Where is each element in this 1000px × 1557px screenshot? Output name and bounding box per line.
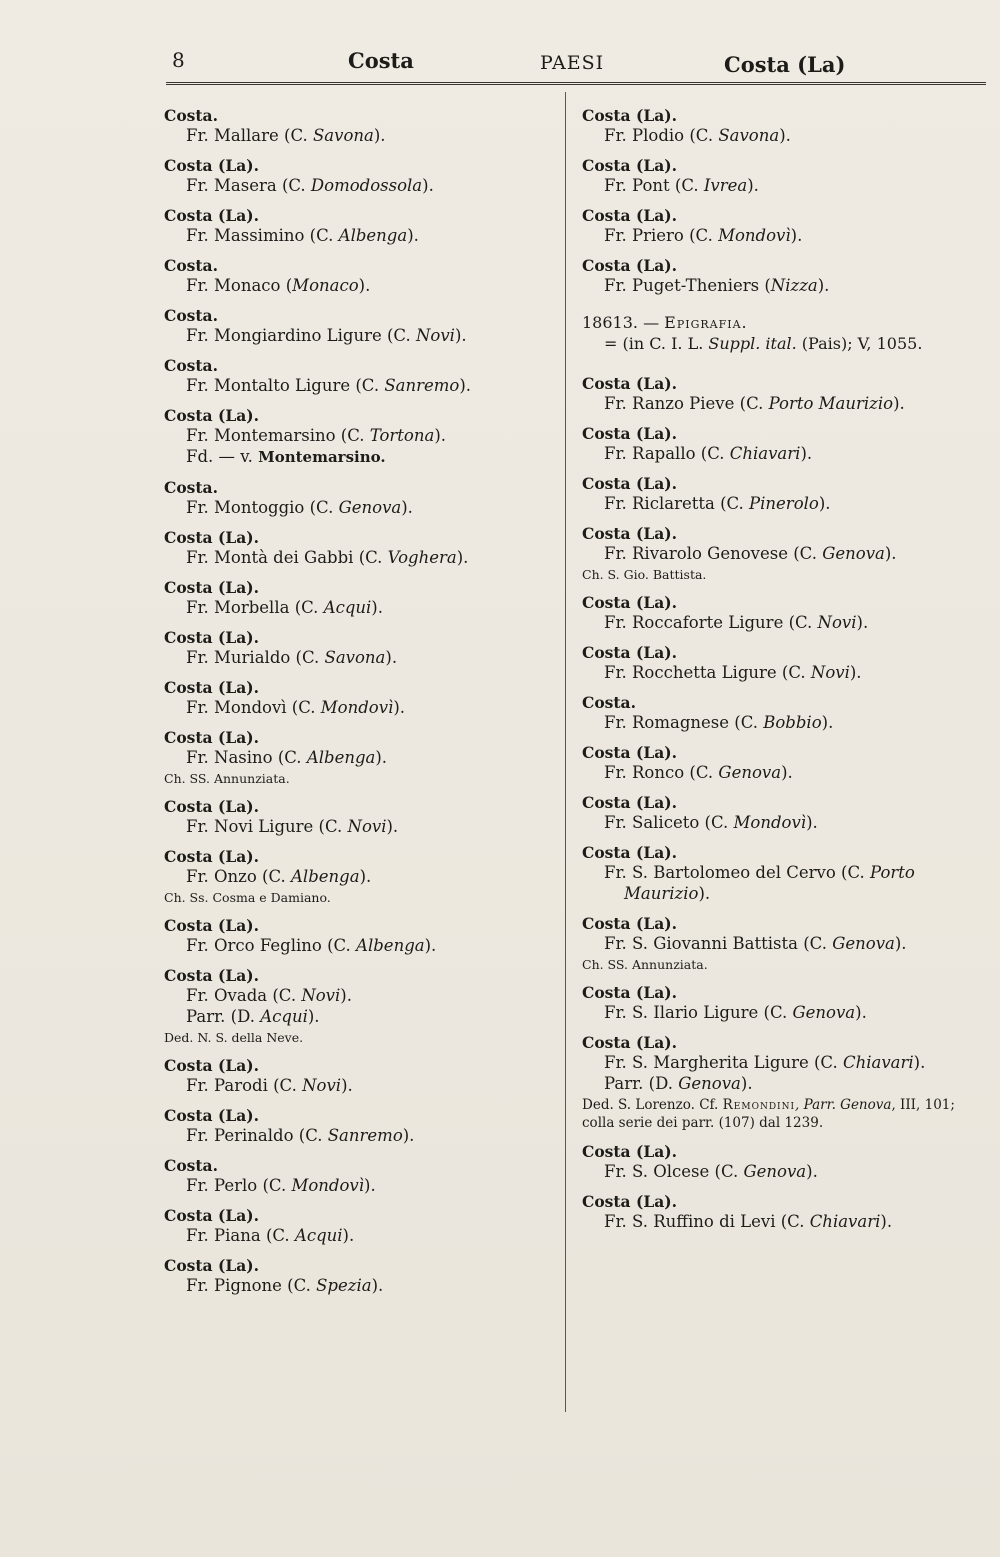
entry-note: Ch. Ss. Cosma e Damiano. <box>164 890 331 905</box>
entry-line <box>164 747 556 768</box>
entry-heading: Costa. <box>164 256 219 275</box>
line-text-end: ). <box>307 1007 320 1026</box>
line-text-end: ). <box>747 176 759 195</box>
entry-heading: Costa (La). <box>164 678 260 697</box>
entry-line <box>582 812 984 833</box>
line-text-end: ). <box>359 867 372 886</box>
entry-line <box>582 933 984 954</box>
line-text-end: ). <box>817 276 830 295</box>
line-text: Fr. S. Giovanni Battista (C. <box>604 934 833 953</box>
entry <box>582 914 984 973</box>
line-text: Fr. Massimino (C. <box>186 226 339 245</box>
line-text-end: ). <box>371 1276 384 1295</box>
entry <box>164 406 556 468</box>
entry-line <box>582 662 984 683</box>
line-text-end: ). <box>385 648 398 667</box>
entry <box>582 1192 984 1232</box>
place-name: Mondovì <box>718 226 791 245</box>
entry <box>582 256 984 296</box>
line-text-end: ). <box>821 713 834 732</box>
line-text: Fr. Ranzo Pieve (C. <box>604 394 769 413</box>
line-text: Fr. Riclaretta (C. <box>604 494 750 513</box>
line-text-end: ). <box>894 934 907 953</box>
right-running-head: Costa (La) <box>724 52 846 77</box>
entry-line <box>582 1211 984 1232</box>
entry-heading: Costa. <box>164 306 219 325</box>
entry <box>164 206 556 246</box>
entry <box>582 206 984 246</box>
line-text-end: ). <box>373 126 386 145</box>
line-text-end: ). <box>402 1126 415 1145</box>
line-text: Fr. Ovada (C. <box>186 986 302 1005</box>
entry <box>164 678 556 718</box>
place-name: Savona <box>324 648 386 667</box>
entry-heading: Costa (La). <box>582 1142 678 1161</box>
place-name: Genova <box>678 1074 741 1093</box>
line-text: Fr. Masera (C. <box>186 176 311 195</box>
line-text-end: ). <box>342 1226 355 1245</box>
line-text: Fr. Parodi (C. <box>186 1076 303 1095</box>
note-author: Remondini <box>722 1097 796 1113</box>
entry-heading: Costa (La). <box>582 914 678 933</box>
line-text-end: ). <box>781 763 793 782</box>
entry-heading: Costa (La). <box>582 793 678 812</box>
line-text: Fr. Montemarsino (C. <box>186 426 370 445</box>
line-text-end: ). <box>893 394 905 413</box>
entry-heading: Costa (La). <box>164 1056 260 1075</box>
entry-line <box>164 935 556 956</box>
header-rule <box>166 82 986 85</box>
entry-note: Ch. S. Gio. Battista. <box>582 567 707 582</box>
line-text-end: ). <box>375 748 388 767</box>
line-text-end: ). <box>884 544 897 563</box>
line-text: Fr. Pignone (C. <box>186 1276 317 1295</box>
entry-heading: Costa. <box>164 356 219 375</box>
line-text-end: ). <box>340 986 352 1005</box>
entry <box>582 156 984 196</box>
entry-line <box>164 225 556 246</box>
entry-heading: Costa (La). <box>164 966 260 985</box>
line-text-end: ). <box>740 1074 753 1093</box>
place-name: Chiavari <box>842 1053 914 1072</box>
line-text: Fr. S. Margherita Ligure (C. <box>604 1053 843 1072</box>
line-text: Fr. Montalto Ligure (C. <box>186 376 385 395</box>
note-text: Ded. S. Lorenzo. Cf. <box>582 1097 723 1113</box>
entry <box>582 106 984 146</box>
line-text-end: ). <box>459 376 471 395</box>
note-work: , Parr. Genova <box>795 1097 892 1113</box>
entry <box>582 1033 984 1132</box>
entry <box>164 256 556 296</box>
entry <box>582 983 984 1023</box>
entry-line <box>582 175 984 196</box>
entry <box>164 1056 556 1096</box>
entry-heading: Costa (La). <box>164 1206 260 1225</box>
place-name: Albenga <box>338 226 408 245</box>
line-text: Fr. Montoggio (C. <box>186 498 339 517</box>
entry-line <box>164 1275 556 1296</box>
entry <box>582 424 984 464</box>
entry-line <box>582 1073 984 1094</box>
line-text-end: ). <box>806 813 818 832</box>
entry-heading: Costa. <box>582 693 637 712</box>
entry-heading: Costa. <box>164 106 219 125</box>
entry-note: Ch. SS. Annunziata. <box>582 957 708 972</box>
line-text: Fr. Mondovì (C. <box>186 698 321 717</box>
entry-heading: Costa (La). <box>582 206 678 225</box>
line-text: Fr. Saliceto (C. <box>604 813 734 832</box>
line-text: Fr. Perlo (C. <box>186 1176 292 1195</box>
entry-line <box>582 1161 984 1182</box>
line-text: Parr. (D. <box>186 1007 261 1026</box>
entry-line <box>164 425 556 446</box>
place-name: Albenga <box>356 936 425 955</box>
line-text: Fr. Murialdo (C. <box>186 648 325 667</box>
entry <box>582 843 984 904</box>
place-name: Mondovì <box>320 698 394 717</box>
entry-heading: Costa (La). <box>164 206 260 225</box>
entry-line <box>582 543 984 564</box>
place-name: Savona <box>313 126 374 145</box>
entry-heading: Costa (La). <box>582 374 678 393</box>
left-column <box>164 106 556 1306</box>
line-text-end: ). <box>800 444 813 463</box>
entry-line <box>164 175 556 196</box>
entry-line <box>582 125 984 146</box>
entry-line <box>582 393 984 414</box>
entry <box>582 743 984 783</box>
entry-note-long <box>582 1096 984 1132</box>
entry-heading: Costa (La). <box>164 847 260 866</box>
entry <box>164 106 556 146</box>
line-text: Fr. Mongiardino Ligure (C. <box>186 326 416 345</box>
entry <box>164 728 556 787</box>
section-title: PAESI <box>540 52 605 74</box>
line-text: Fr. Nasino (C. <box>186 748 307 767</box>
entry-line <box>582 493 984 514</box>
entry-heading: Costa (La). <box>164 797 260 816</box>
line-text: Fr. Rapallo (C. <box>604 444 730 463</box>
entry-heading: Costa (La). <box>582 424 678 443</box>
line-text-end: ). <box>364 1176 376 1195</box>
place-name: Ivrea <box>703 176 748 195</box>
entry-heading: Costa (La). <box>164 406 260 425</box>
line-text-end: ). <box>855 1003 867 1022</box>
left-running-head: Costa <box>348 48 414 73</box>
entry-line <box>582 443 984 464</box>
place-name: Savona <box>718 126 780 145</box>
place-name: Pinerolo <box>749 494 819 513</box>
line-text-end: ). <box>790 226 803 245</box>
line-text: Fr. Piana (C. <box>186 1226 295 1245</box>
line-text-end: ). <box>856 613 869 632</box>
line-text-end: ). <box>371 598 383 617</box>
entry <box>164 966 556 1046</box>
place-name: Chiavari <box>809 1212 881 1231</box>
entry <box>164 356 556 396</box>
entry-heading: Costa (La). <box>164 1106 260 1125</box>
line-text: Fr. S. Ilario Ligure (C. <box>604 1003 793 1022</box>
entry <box>164 156 556 196</box>
line-text: Fr. Perinaldo (C. <box>186 1126 328 1145</box>
entry-heading: Costa (La). <box>164 916 260 935</box>
entry <box>582 793 984 833</box>
entry-heading: Costa (La). <box>582 843 678 862</box>
place-name: Chiavari <box>729 444 801 463</box>
line-text: Fr. Priero (C. <box>604 226 719 245</box>
entry-line <box>164 497 556 518</box>
entry-note: Ch. SS. Annunziata. <box>164 771 290 786</box>
line-text-end: ). <box>407 226 419 245</box>
entry <box>582 524 984 583</box>
entry <box>582 593 984 633</box>
entry <box>164 478 556 518</box>
line-text-end: ). <box>386 817 399 836</box>
place-name: Novi <box>810 663 850 682</box>
line-text-end: ). <box>393 698 406 717</box>
place-name: Genova <box>822 544 885 563</box>
entry-line <box>582 225 984 246</box>
place-name: Novi <box>415 326 455 345</box>
entry <box>164 916 556 956</box>
column-divider <box>565 92 566 1412</box>
entry <box>582 1142 984 1182</box>
epigrafia-text-post: (Pais); V, 1055. <box>796 334 923 353</box>
line-text-end: ). <box>913 1053 926 1072</box>
place-name: Albenga <box>291 867 360 886</box>
entry-heading: Costa (La). <box>582 156 678 175</box>
epigrafia-text-italic: Suppl. ital. <box>708 334 797 353</box>
place-name: Novi <box>302 1076 342 1095</box>
entry-heading: Costa (La). <box>582 1033 678 1052</box>
entry-line <box>164 816 556 837</box>
entry-line <box>582 612 984 633</box>
entry <box>164 628 556 668</box>
place-name: Mondovì <box>733 813 807 832</box>
place-name: Novi <box>817 613 857 632</box>
page-number: 8 <box>172 48 185 72</box>
entry <box>164 1256 556 1296</box>
epigrafia-number: 18613. — <box>582 313 665 332</box>
line-text: Fr. Monaco ( <box>186 276 293 295</box>
line-text: Fr. Roccaforte Ligure (C. <box>604 613 818 632</box>
entry-line <box>582 762 984 783</box>
entry-heading: Costa (La). <box>582 524 678 543</box>
entry-line <box>164 375 556 396</box>
line-text-end: ). <box>454 326 467 345</box>
line-text: Fd. — v. <box>186 447 259 466</box>
entry-heading: Costa (La). <box>582 474 678 493</box>
place-name: Acqui <box>323 598 372 617</box>
place-name: Mondovì <box>291 1176 365 1195</box>
entry-note: Ded. N. S. della Neve. <box>164 1030 304 1045</box>
line-text: Fr. Romagnese (C. <box>604 713 764 732</box>
line-text-end: ). <box>434 426 447 445</box>
place-name: Novi <box>301 986 341 1005</box>
entry-heading: Costa (La). <box>582 743 678 762</box>
line-text: Parr. (D. <box>604 1074 679 1093</box>
entry-line <box>164 325 556 346</box>
place-name: Porto Maurizio <box>768 394 894 413</box>
entry-line <box>582 883 984 904</box>
place-name: Genova <box>338 498 402 517</box>
entry-heading: Costa (La). <box>164 156 260 175</box>
entry-line <box>164 1175 556 1196</box>
entry <box>582 643 984 683</box>
entry <box>164 797 556 837</box>
entry-heading: Costa (La). <box>164 528 260 547</box>
epigrafia-paragraph <box>582 306 984 354</box>
entry <box>164 528 556 568</box>
line-text: Fr. Novi Ligure (C. <box>186 817 348 836</box>
entry-line <box>164 446 556 468</box>
place-name: Acqui <box>260 1007 308 1026</box>
cross-reference: Montemarsino. <box>258 448 386 466</box>
line-text: Fr. S. Olcese (C. <box>604 1162 744 1181</box>
entry-line <box>164 647 556 668</box>
note-text-end: , III, 101; colla serie dei parr. (107) dal 1239. <box>582 1097 955 1131</box>
place-name: Genova <box>832 934 895 953</box>
entry-heading: Costa (La). <box>164 1256 260 1275</box>
place-name: Maurizio <box>624 884 699 903</box>
entry-line <box>164 1006 556 1027</box>
place-name: Genova <box>792 1003 856 1022</box>
entry-heading: Costa (La). <box>582 593 678 612</box>
entry <box>582 474 984 514</box>
place-name: Sanremo <box>327 1126 403 1145</box>
place-name: Genova <box>743 1162 807 1181</box>
entry-line <box>582 275 984 296</box>
place-name: Genova <box>718 763 782 782</box>
right-entries-a <box>582 106 984 296</box>
entry <box>164 847 556 906</box>
entry-heading: Costa (La). <box>582 643 678 662</box>
entry-heading: Costa (La). <box>164 578 260 597</box>
place-name: Novi <box>347 817 387 836</box>
line-text-end: ). <box>818 494 831 513</box>
place-name: Monaco <box>292 276 359 295</box>
entry <box>164 1156 556 1196</box>
line-text-end: ). <box>698 884 711 903</box>
epigrafia-text-pre: = (in C. I. L. <box>604 334 709 353</box>
line-text: Fr. Rocchetta Ligure (C. <box>604 663 811 682</box>
place-name: Nizza <box>770 276 818 295</box>
line-text: Fr. Morbella (C. <box>186 598 324 617</box>
entry-heading: Costa. <box>164 1156 219 1175</box>
entry <box>164 1206 556 1246</box>
entry-line <box>164 1075 556 1096</box>
line-text: Fr. Pont (C. <box>604 176 704 195</box>
entry <box>582 693 984 733</box>
entry-line <box>582 1052 984 1073</box>
entry-line <box>582 712 984 733</box>
place-name: Spezia <box>316 1276 372 1295</box>
epigrafia-title: Epigrafia. <box>664 313 748 332</box>
entry-line <box>582 1002 984 1023</box>
line-text: Fr. Ronco (C. <box>604 763 719 782</box>
line-text: Fr. Rivarolo Genovese (C. <box>604 544 823 563</box>
entry-line <box>164 697 556 718</box>
line-text-end: ). <box>849 663 862 682</box>
right-column <box>582 106 984 1242</box>
line-text-end: ). <box>422 176 434 195</box>
place-name: Acqui <box>294 1226 343 1245</box>
line-text-end: ). <box>806 1162 818 1181</box>
line-text: Fr. Onzo (C. <box>186 867 292 886</box>
line-text: Fr. Orco Feglino (C. <box>186 936 357 955</box>
place-name: Bobbio <box>763 713 822 732</box>
place-name: Tortona <box>369 426 435 445</box>
entry-heading: Costa (La). <box>582 1192 678 1211</box>
entry-line <box>582 862 984 883</box>
line-text: Fr. S. Bartolomeo del Cervo (C. <box>604 863 871 882</box>
running-header <box>0 40 1000 84</box>
line-text-end: ). <box>341 1076 353 1095</box>
line-text: Fr. S. Ruffino di Levi (C. <box>604 1212 810 1231</box>
right-entries-b <box>582 374 984 1232</box>
entry-heading: Costa (La). <box>164 728 260 747</box>
place-name: Albenga <box>306 748 376 767</box>
entry <box>164 306 556 346</box>
entry-line <box>164 125 556 146</box>
line-text: Fr. Mallare (C. <box>186 126 313 145</box>
line-text-end: ). <box>880 1212 893 1231</box>
place-name: Voghera <box>387 548 457 567</box>
line-text-end: ). <box>358 276 371 295</box>
entry-line <box>164 1125 556 1146</box>
entry <box>164 1106 556 1146</box>
place-name: Porto <box>870 863 915 882</box>
entry-heading: Costa (La). <box>582 106 678 125</box>
entry-line <box>164 597 556 618</box>
entry-heading: Costa (La). <box>582 256 678 275</box>
line-text: Fr. Montà dei Gabbi (C. <box>186 548 388 567</box>
entry <box>582 374 984 414</box>
line-text: Fr. Plodio (C. <box>604 126 719 145</box>
entry-heading: Costa (La). <box>164 628 260 647</box>
place-name: Sanremo <box>384 376 460 395</box>
line-text-end: ). <box>401 498 413 517</box>
entry <box>164 578 556 618</box>
line-text-end: ). <box>779 126 791 145</box>
entry-line <box>164 985 556 1006</box>
entry-line <box>164 275 556 296</box>
entry-heading: Costa. <box>164 478 219 497</box>
entry-line <box>164 547 556 568</box>
place-name: Domodossola <box>310 176 423 195</box>
line-text-end: ). <box>424 936 437 955</box>
line-text: Fr. Puget-Theniers ( <box>604 276 771 295</box>
line-text-end: ). <box>456 548 469 567</box>
entry-line <box>164 1225 556 1246</box>
entry-heading: Costa (La). <box>582 983 678 1002</box>
entry-line <box>164 866 556 887</box>
